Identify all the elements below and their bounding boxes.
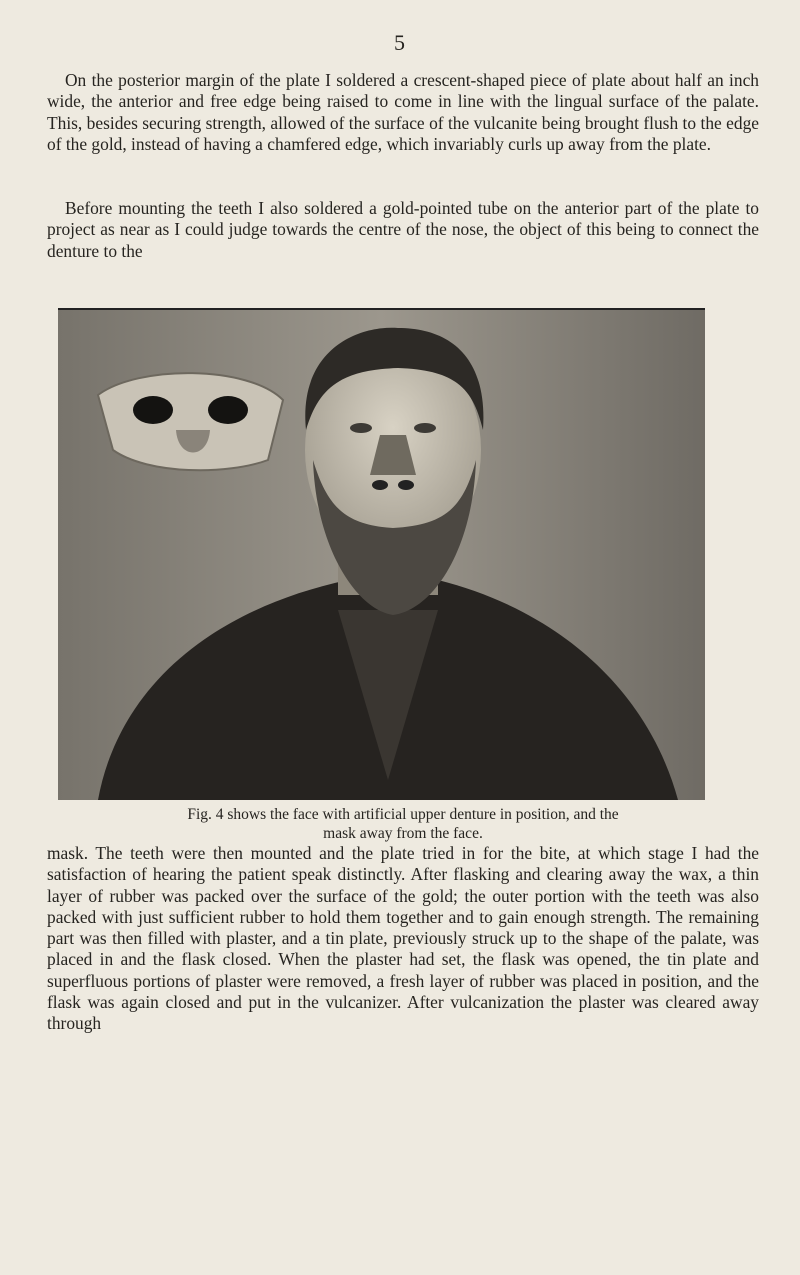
paragraph-gold-tube: Before mounting the teeth I also soldered a gold-pointed tube on the anterior part of the plate to project as near as I could judge towards the centre of the nose, the object of this being to connect the denture to the (47, 198, 759, 261)
figure-photograph (58, 308, 705, 800)
paragraph-posterior-margin: On the posterior margin of the plate I soldered a crescent-shaped piece of plate about half an inch wide, the anterior and free edge being raised to come in line with the lingual surface of the palate. This, besides securing strength, allowed of the surface of the vulcanite being brought flush to the edge of the gold, instead of having a chamfered edge, which invariably curls up away from the plate. (47, 70, 759, 154)
paragraph-mounting-teeth: mask. The teeth were then mounted and the plate tried in for the bite, at which stage I had the satisfaction of hearing the patient speak distinctly. After flasking and clearing away the wax, a thin layer of rubber was packed over the surface of the gold; the outer portion with the teeth was also packed with just sufficient rubber to hold them together and to gain enough strength. The remaining part was then filled with plaster, and a tin plate, previously struck up to the shape of the palate, was placed in and the flask closed. When the plaster had set, the flask was opened, the tin plate and superfluous portions of plaster were removed, a fresh layer of rubber was placed in position, and the flask was again closed and put in the vulcanizer. After vulcanization the plaster was cleared away through (47, 843, 759, 1034)
caption-line-2: mask away from the face. (323, 825, 483, 842)
caption-line-1: Fig. 4 shows the face with artificial upper denture in position, and the (187, 806, 619, 823)
figure-caption (58, 805, 748, 843)
page-number: 5 (394, 30, 406, 55)
photograph-face-with-mask (58, 310, 705, 800)
